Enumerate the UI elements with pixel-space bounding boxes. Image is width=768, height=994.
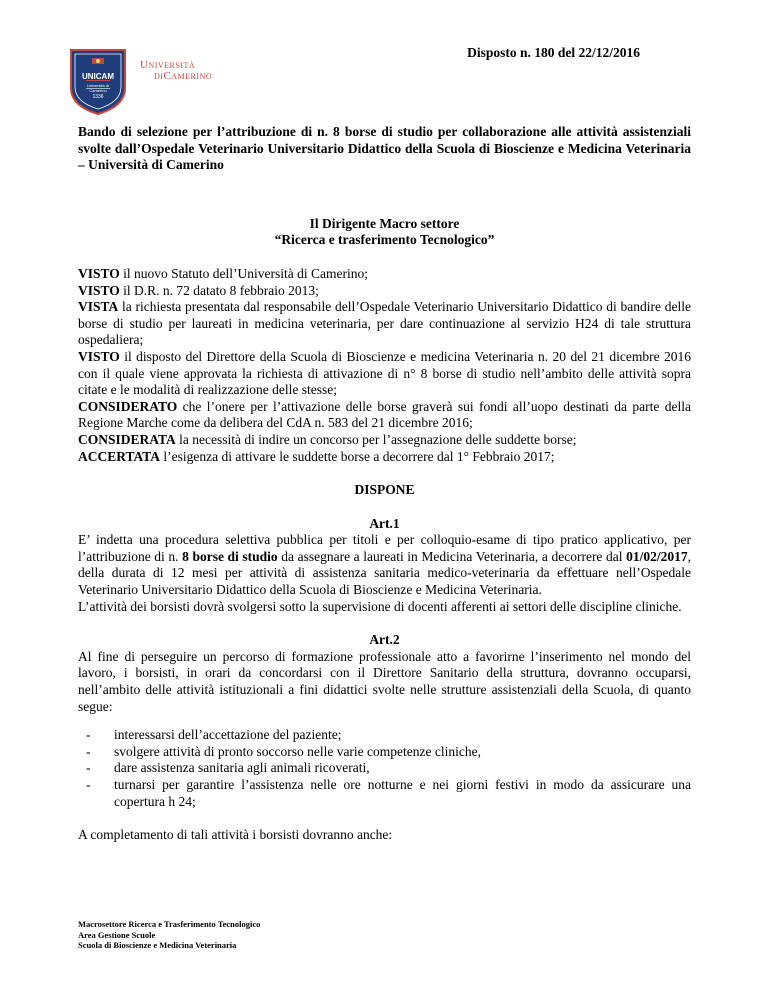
document-body <box>78 124 691 844</box>
footer-line-1: Macrosettore Ricerca e Trasferimento Tecnologico <box>78 919 261 929</box>
unicam-shield-icon <box>68 44 128 116</box>
recital: CONSIDERATO che l’onere per l’attivazione delle borse graverà sui fondi all’uopo destinati da parte della Regione Marche come da delibera del CdA n. 583 del 21 dicembre 2016; <box>78 398 691 431</box>
wordmark-line-1: Università <box>140 59 196 71</box>
shield-year: 1336 <box>92 94 104 100</box>
art2-heading: Art.2 <box>369 632 400 648</box>
list-item: - interessarsi dell’accettazione del paziente; <box>78 727 691 744</box>
shield-label: UNICAM <box>82 72 114 81</box>
art2-bullet-list <box>78 727 691 810</box>
recital: ACCERTATA l’esigenza di attivare le suddette borse a decorrere dal 1° Febbraio 2017; <box>78 448 555 464</box>
recital: VISTO il disposto del Direttore della Scuola di Bioscienze e medicina Veterinaria n. 20 del 21 dicembre 2016 con il quale viene approvata la richiesta di attivazione di n° 8 borse di studio nell’ambito delle attività sopra citate e le modalità di realizzazione delle stesse; <box>78 348 691 398</box>
art1-paragraph-1: E’ indetta una procedura selettiva pubblica per titoli e per colloquio-esame di tipo pratico applicativo, per l’attribuzione di n. 8 borse di studio da assegnare a laureati in Medicina Veterinaria, a decorrere dal 01/02/2017, della durata di 12 mesi per attività di assistenza sanitaria medico-veterinaria da effettuare nell’Ospedale Veterinario Universitario Didattico della Scuola di Bioscienze e Medicina Veterinaria. <box>78 532 691 598</box>
recital: CONSIDERATA la necessità di indire un concorso per l’assegnazione delle suddette borse; <box>78 431 577 447</box>
art1-heading: Art.1 <box>369 515 400 531</box>
footer-line-3: Scuola di Bioscienze e Medicina Veterinaria <box>78 940 237 950</box>
recital: VISTO il nuovo Statuto dell’Università di Camerino; <box>78 265 368 281</box>
dispone-heading: DISPONE <box>354 482 415 498</box>
page-footer <box>78 919 260 951</box>
list-item: - svolgere attività di pronto soccorso nelle varie competenze cliniche, <box>78 744 691 761</box>
decree-number: Disposto n. 180 del 22/12/2016 <box>467 45 640 60</box>
list-item: - dare assistenza sanitaria agli animali ricoverati, <box>78 760 691 777</box>
wordmark-line-2: diCamerino <box>154 70 213 82</box>
recitals <box>78 266 691 465</box>
document-title: Bando di selezione per l’attribuzione di n. 8 borse di studio per collaborazione alle attività assistenziali svolte dall’Ospedale Veterinario Universitario Didattico della Scuola di Bioscienze e Medicina Veterinaria – Università di Camerino <box>78 124 691 173</box>
dirigente-line-1: Il Dirigente Macro settore <box>309 215 460 231</box>
university-logo <box>68 44 273 116</box>
list-item: - turnarsi per garantire l’assistenza nelle ore notturne e nei giorni festivi in modo da assicurare una copertura h 24; <box>78 777 691 810</box>
shield-subtitle: Università di Camerino <box>86 83 109 93</box>
dirigente-line-2: “Ricerca e trasferimento Tecnologico” <box>274 232 495 248</box>
recital: VISTO il D.R. n. 72 datato 8 febbraio 2013; <box>78 282 319 298</box>
footer-line-2: Area Gestione Scuole <box>78 929 156 940</box>
art2-paragraph-1: Al fine di perseguire un percorso di formazione professionale atto a favorirne l’inserimento nel mondo del lavoro, i borsisti, in orari da concordarsi con il Direttore Sanitario della struttura, dovranno occuparsi, nell’ambito delle attività istituzionali a fini didattici svolte nelle strutture assistenziali della Scuola, di quanto segue: <box>78 648 691 714</box>
university-wordmark <box>140 60 212 82</box>
art2-paragraph-2: A completamento di tali attività i borsisti dovranno anche: <box>78 827 393 843</box>
recital: VISTA la richiesta presentata dal responsabile dell’Ospedale Veterinario Universitario Didattico di bandire delle borse di studio per laureati in medicina veterinaria, per dare continuazione al servizio H24 di tale struttura ospedaliera; <box>78 299 691 348</box>
art1-paragraph-2: L’attività dei borsisti dovrà svolgersi sotto la supervisione di docenti afferenti ai settori delle discipline cliniche. <box>78 598 682 614</box>
